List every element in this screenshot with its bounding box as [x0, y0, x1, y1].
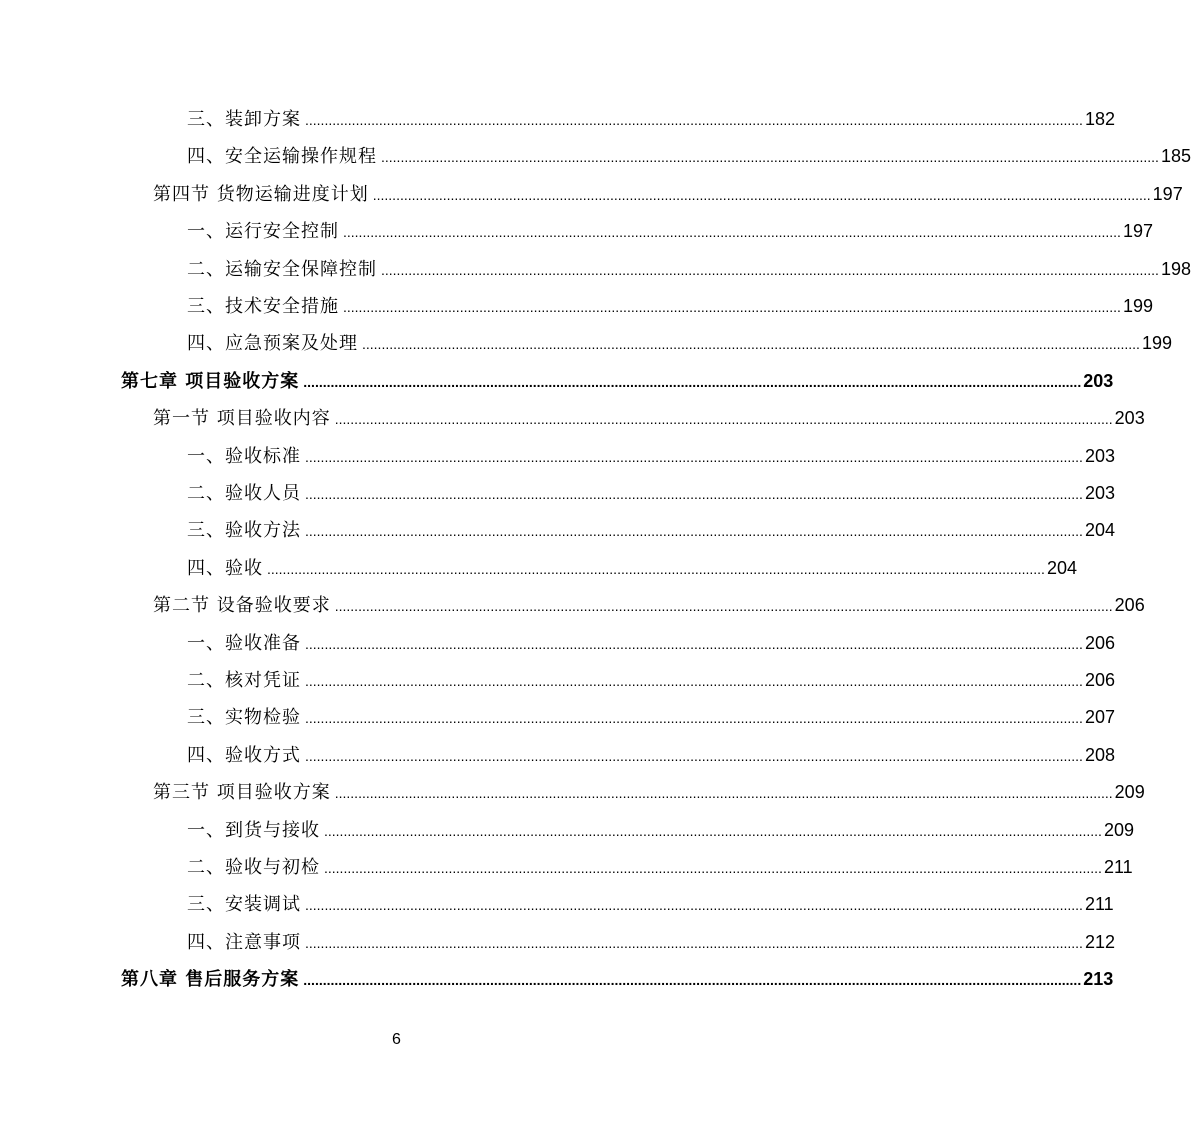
- toc-entry-title: 二、验收与初检: [187, 857, 320, 878]
- toc-entry-page-number: 199: [1141, 333, 1172, 354]
- toc-entry-page-number: 203: [1114, 408, 1145, 429]
- toc-dot-leader: ........................................................................................................................................................................................................: [334, 598, 1113, 615]
- toc-entry-title: 三、安装调试: [187, 894, 301, 916]
- toc-dot-leader: ........................................................................................................................................................................................................: [334, 785, 1113, 802]
- toc-dot-leader: ........................................................................................................................................................................................................: [362, 336, 1140, 353]
- toc-entry[interactable]: [187, 628, 1115, 658]
- toc-entry-page-number: 199: [1122, 296, 1153, 316]
- toc-entry-page-number: 204: [1046, 557, 1077, 578]
- toc-entry-page-number: 182: [1084, 109, 1115, 129]
- toc-entry[interactable]: [187, 291, 1153, 321]
- toc-dot-leader: ........................................................................................................................................................................................................: [305, 448, 1083, 465]
- toc-entry-page-number: 206: [1114, 595, 1145, 616]
- toc-entry-page-number: 204: [1084, 520, 1115, 541]
- toc-entry-title: 二、核对凭证: [187, 670, 301, 691]
- toc-dot-leader: ........................................................................................................................................................................................................: [305, 710, 1083, 727]
- toc-entry[interactable]: [187, 254, 1191, 284]
- toc-entry-page-number: 207: [1084, 707, 1115, 728]
- toc-entry[interactable]: [187, 927, 1115, 957]
- toc-entry-title: 第七章 项目验收方案: [121, 370, 300, 392]
- toc-entry[interactable]: [187, 702, 1115, 732]
- toc-entry[interactable]: [187, 889, 1114, 919]
- toc-dot-leader: ........................................................................................................................................................................................................: [305, 747, 1083, 764]
- toc-entry[interactable]: [153, 179, 1183, 209]
- toc-entry[interactable]: [187, 553, 1077, 583]
- toc-entry[interactable]: [187, 740, 1115, 770]
- toc-dot-leader: ........................................................................................................................................................................................................: [381, 149, 1159, 166]
- toc-entry-title: 第三节 项目验收方案: [153, 782, 331, 804]
- toc-entry-page-number: 206: [1084, 670, 1115, 690]
- toc-dot-leader: ........................................................................................................................................................................................................: [372, 186, 1151, 203]
- toc-dot-leader: ........................................................................................................................................................................................................: [381, 261, 1159, 278]
- toc-dot-leader: ........................................................................................................................................................................................................: [305, 934, 1083, 951]
- toc-entry-title: 三、实物检验: [187, 707, 301, 729]
- toc-entry[interactable]: [187, 441, 1115, 471]
- toc-entry[interactable]: [187, 328, 1172, 358]
- toc-dot-leader: ........................................................................................................................................................................................................: [305, 112, 1083, 128]
- toc-dot-leader: ........................................................................................................................................................................................................: [305, 673, 1083, 689]
- toc-dot-leader: ........................................................................................................................................................................................................: [324, 860, 1102, 876]
- toc-entry-page-number: 206: [1084, 632, 1115, 653]
- toc-dot-leader: ........................................................................................................................................................................................................: [305, 523, 1083, 540]
- toc-entry-title: 四、安全运输操作规程: [187, 146, 377, 168]
- toc-entry[interactable]: [187, 141, 1191, 171]
- toc-entry-title: 第二节 设备验收要求: [153, 595, 331, 617]
- toc-entry[interactable]: [187, 815, 1134, 845]
- toc-entry-title: 二、运输安全保障控制: [187, 258, 377, 280]
- toc-entry-title: 三、验收方法: [187, 520, 301, 542]
- toc-entry[interactable]: [187, 852, 1133, 882]
- toc-dot-leader: ........................................................................................................................................................................................................: [305, 635, 1083, 652]
- toc-entry-page-number: 209: [1114, 782, 1145, 803]
- toc-entry[interactable]: [153, 590, 1145, 620]
- toc-entry[interactable]: [121, 964, 1114, 994]
- toc-entry-page-number: 203: [1083, 370, 1114, 391]
- page-number: 6: [392, 1031, 401, 1048]
- toc-entry-page-number: 197: [1152, 183, 1183, 204]
- toc-entry[interactable]: [121, 366, 1114, 396]
- toc-entry-title: 一、验收标准: [187, 445, 301, 467]
- toc-dot-leader: ........................................................................................................................................................................................................: [305, 486, 1083, 502]
- toc-entry-title: 第一节 项目验收内容: [153, 408, 331, 430]
- toc-dot-leader: ........................................................................................................................................................................................................: [343, 224, 1121, 241]
- toc-entry[interactable]: [153, 777, 1145, 807]
- toc-entry-title: 四、应急预案及处理: [187, 333, 358, 355]
- toc-entry[interactable]: [187, 216, 1153, 246]
- toc-entry-title: 四、验收: [187, 557, 263, 579]
- toc-entry-page-number: 212: [1084, 931, 1115, 952]
- toc-entry-page-number: 209: [1103, 819, 1134, 840]
- toc-entry[interactable]: [187, 104, 1115, 134]
- toc-entry-page-number: 203: [1084, 445, 1115, 466]
- toc-entry-title: 第四节 货物运输进度计划: [153, 183, 369, 205]
- toc-dot-leader: ........................................................................................................................................................................................................: [324, 822, 1102, 839]
- toc-dot-leader: ........................................................................................................................................................................................................: [343, 299, 1121, 315]
- toc-entry-title: 第八章 售后服务方案: [121, 969, 300, 991]
- toc-entry-page-number: 185: [1160, 146, 1191, 167]
- toc-entry-page-number: 211: [1084, 894, 1114, 915]
- toc-entry[interactable]: [187, 665, 1115, 695]
- toc-entry-title: 二、验收人员: [187, 483, 301, 504]
- toc-entry-page-number: 197: [1122, 221, 1153, 242]
- toc-dot-leader: ........................................................................................................................................................................................................: [334, 411, 1113, 428]
- toc-entry[interactable]: [187, 478, 1115, 508]
- toc-entry-title: 三、技术安全措施: [187, 296, 339, 317]
- toc-dot-leader: ........................................................................................................................................................................................................: [305, 897, 1083, 914]
- toc-entry-page-number: 208: [1084, 744, 1115, 765]
- toc-entry-page-number: 203: [1084, 483, 1115, 503]
- toc-entry-title: 三、装卸方案: [187, 109, 301, 130]
- toc-dot-leader: ........................................................................................................................................................................................................: [303, 373, 1082, 390]
- toc-dot-leader: ........................................................................................................................................................................................................: [267, 560, 1045, 577]
- toc-entry-title: 一、运行安全控制: [187, 221, 339, 243]
- toc-entry[interactable]: [187, 515, 1115, 545]
- toc-entry[interactable]: [153, 403, 1145, 433]
- toc-entry-title: 一、到货与接收: [187, 819, 320, 841]
- toc-entry-title: 四、验收方式: [187, 744, 301, 766]
- toc-entry-page-number: 211: [1103, 857, 1133, 877]
- toc-entry-page-number: 198: [1160, 258, 1191, 279]
- toc-entry-page-number: 213: [1083, 969, 1114, 990]
- toc-entry-title: 一、验收准备: [187, 632, 301, 654]
- toc-dot-leader: ........................................................................................................................................................................................................: [303, 972, 1082, 989]
- toc-entry-title: 四、注意事项: [187, 931, 301, 953]
